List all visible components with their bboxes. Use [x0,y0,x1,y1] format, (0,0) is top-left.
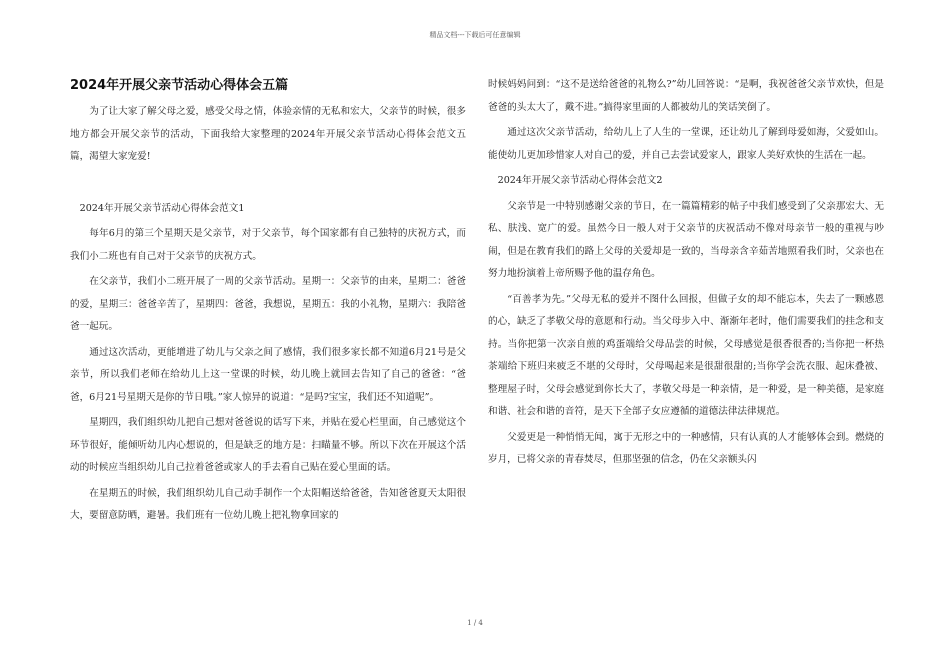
paragraph: 通过这次活动，更能增进了幼儿与父亲之间了感情，我们很多家长都不知道6月21号是父亲节，所以我们老师在给幼儿上这一堂课的时候，幼儿晚上就回去告知了自己的爸爸：“爸爸，6月21号星期天是你的节日哦。”家人惊异的说道：“是吗?宝宝，我们还不知道呢”。 [70,346,466,403]
document-title: 2024年开展父亲节活动心得体会五篇 [70,78,289,93]
paragraph: 在父亲节，我们小二班开展了一周的父亲节活动。星期一：父亲节的由来，星期二：爸爸的爱，星期三：爸爸辛苦了，星期四：爸爸，我想说，星期五：我的小礼物，星期六：我陪爸爸一起玩。 [70,276,466,332]
right-column [488,74,884,475]
paragraph: 父爱更是一种悄悄无闻，寓于无形之中的一种感情，只有认真的人才能够体会到。燃烧的岁月，已将父亲的青春焚尽，但那坚强的信念，仍在父亲额头闪 [488,431,884,465]
paragraph-continued: 时候妈妈问到：“这不是送给爸爸的礼物么?”幼儿回答说：“是啊，我祝爸爸父亲节欢快，但是爸爸的头太大了，戴不进。”搞得家里面的人都被幼儿的笑话笑倒了。 [488,79,884,113]
spacer [70,172,466,198]
section-heading-1: 2024年开展父亲节活动心得体会范文1 [79,202,245,214]
paragraph: 每年6月的第三个星期天是父亲节，对于父亲节，每个国家都有自己独特的庆祝方式，而我们小二班也有自己对于父亲节的庆祝方式。 [70,228,466,262]
paragraph: 星期四，我们组织幼儿把自己想对爸爸说的话写下来，并贴在爱心栏里面，自己感觉这个环节很好，能倾听幼儿内心想说的，但是缺乏的地方是：扫瞄量不够。所以下次在开展这个活动的时候应当组织幼儿自己拉着爸爸或家人的手去看自己贴在爱心里面的话。 [70,417,466,473]
intro-paragraph: 为了让大家了解父母之爱，感受父母之情，体验亲情的无私和宏大，父亲节的时候，很多地方都会开展父亲节的活动，下面我给大家整理的2024年开展父亲节活动心得体会范文五篇，渴望大家宠爱! [70,106,466,162]
paragraph: 通过这次父亲节活动，给幼儿上了人生的一堂课，还让幼儿了解到母爱如海，父爱如山。能使幼儿更加珍惜家人对自己的爱，并自己去尝试爱家人，跟家人美好欢快的生活在一起。 [488,127,884,161]
page-header: 精品文档---下载后可任意编辑 [429,31,521,39]
left-column [70,76,466,531]
paragraph: “百善孝为先。”父母无私的爱并不图什么回报，但做子女的却不能忘本，失去了一颗感恩的心，缺乏了孝敬父母的意愿和行动。当父母步入中、渐渐年老时，他们需要我们的挂念和支持。当你把第一次亲自煎的鸡蛋端给父母品尝的时候，父母感觉是很香很香的;当你把一杯热茶端给下班归来疲乏不堪的父母时，父母喝起来是很甜很甜的;当你学会洗衣服、起床叠被、整理屋子时，父母会感觉到你长大了，孝敬父母是一种亲情，是一种爱，是一种美德，是家庭和谐、社会和谐的音符，是天下全部子女应遵循的道德法律法律规范。 [488,293,884,417]
section-heading-2: 2024年开展父亲节活动心得体会范文2 [497,175,663,186]
paragraph: 父亲节是一中特别感谢父亲的节日，在一篇篇精彩的帖子中我们感受到了父亲那宏大、无私、肤浅、宽广的爱。虽然今日一般人对于父亲节的庆祝活动不像对母亲节一般的重视与吵闹，但是在教育我们的路上父母的关爱却是一致的，当母亲含辛茹苦地照看我们时，父亲也在努力地扮演着上帝所赐予他的温存角色。 [488,200,884,279]
page-number: 1 / 4 [467,619,483,627]
paragraph: 在星期五的时候，我们组织幼儿自己动手制作一个太阳帽送给爸爸，告知爸爸夏天太阳很大，要留意防晒，避暑。我们班有一位幼儿晚上把礼物拿回家的 [70,487,466,521]
